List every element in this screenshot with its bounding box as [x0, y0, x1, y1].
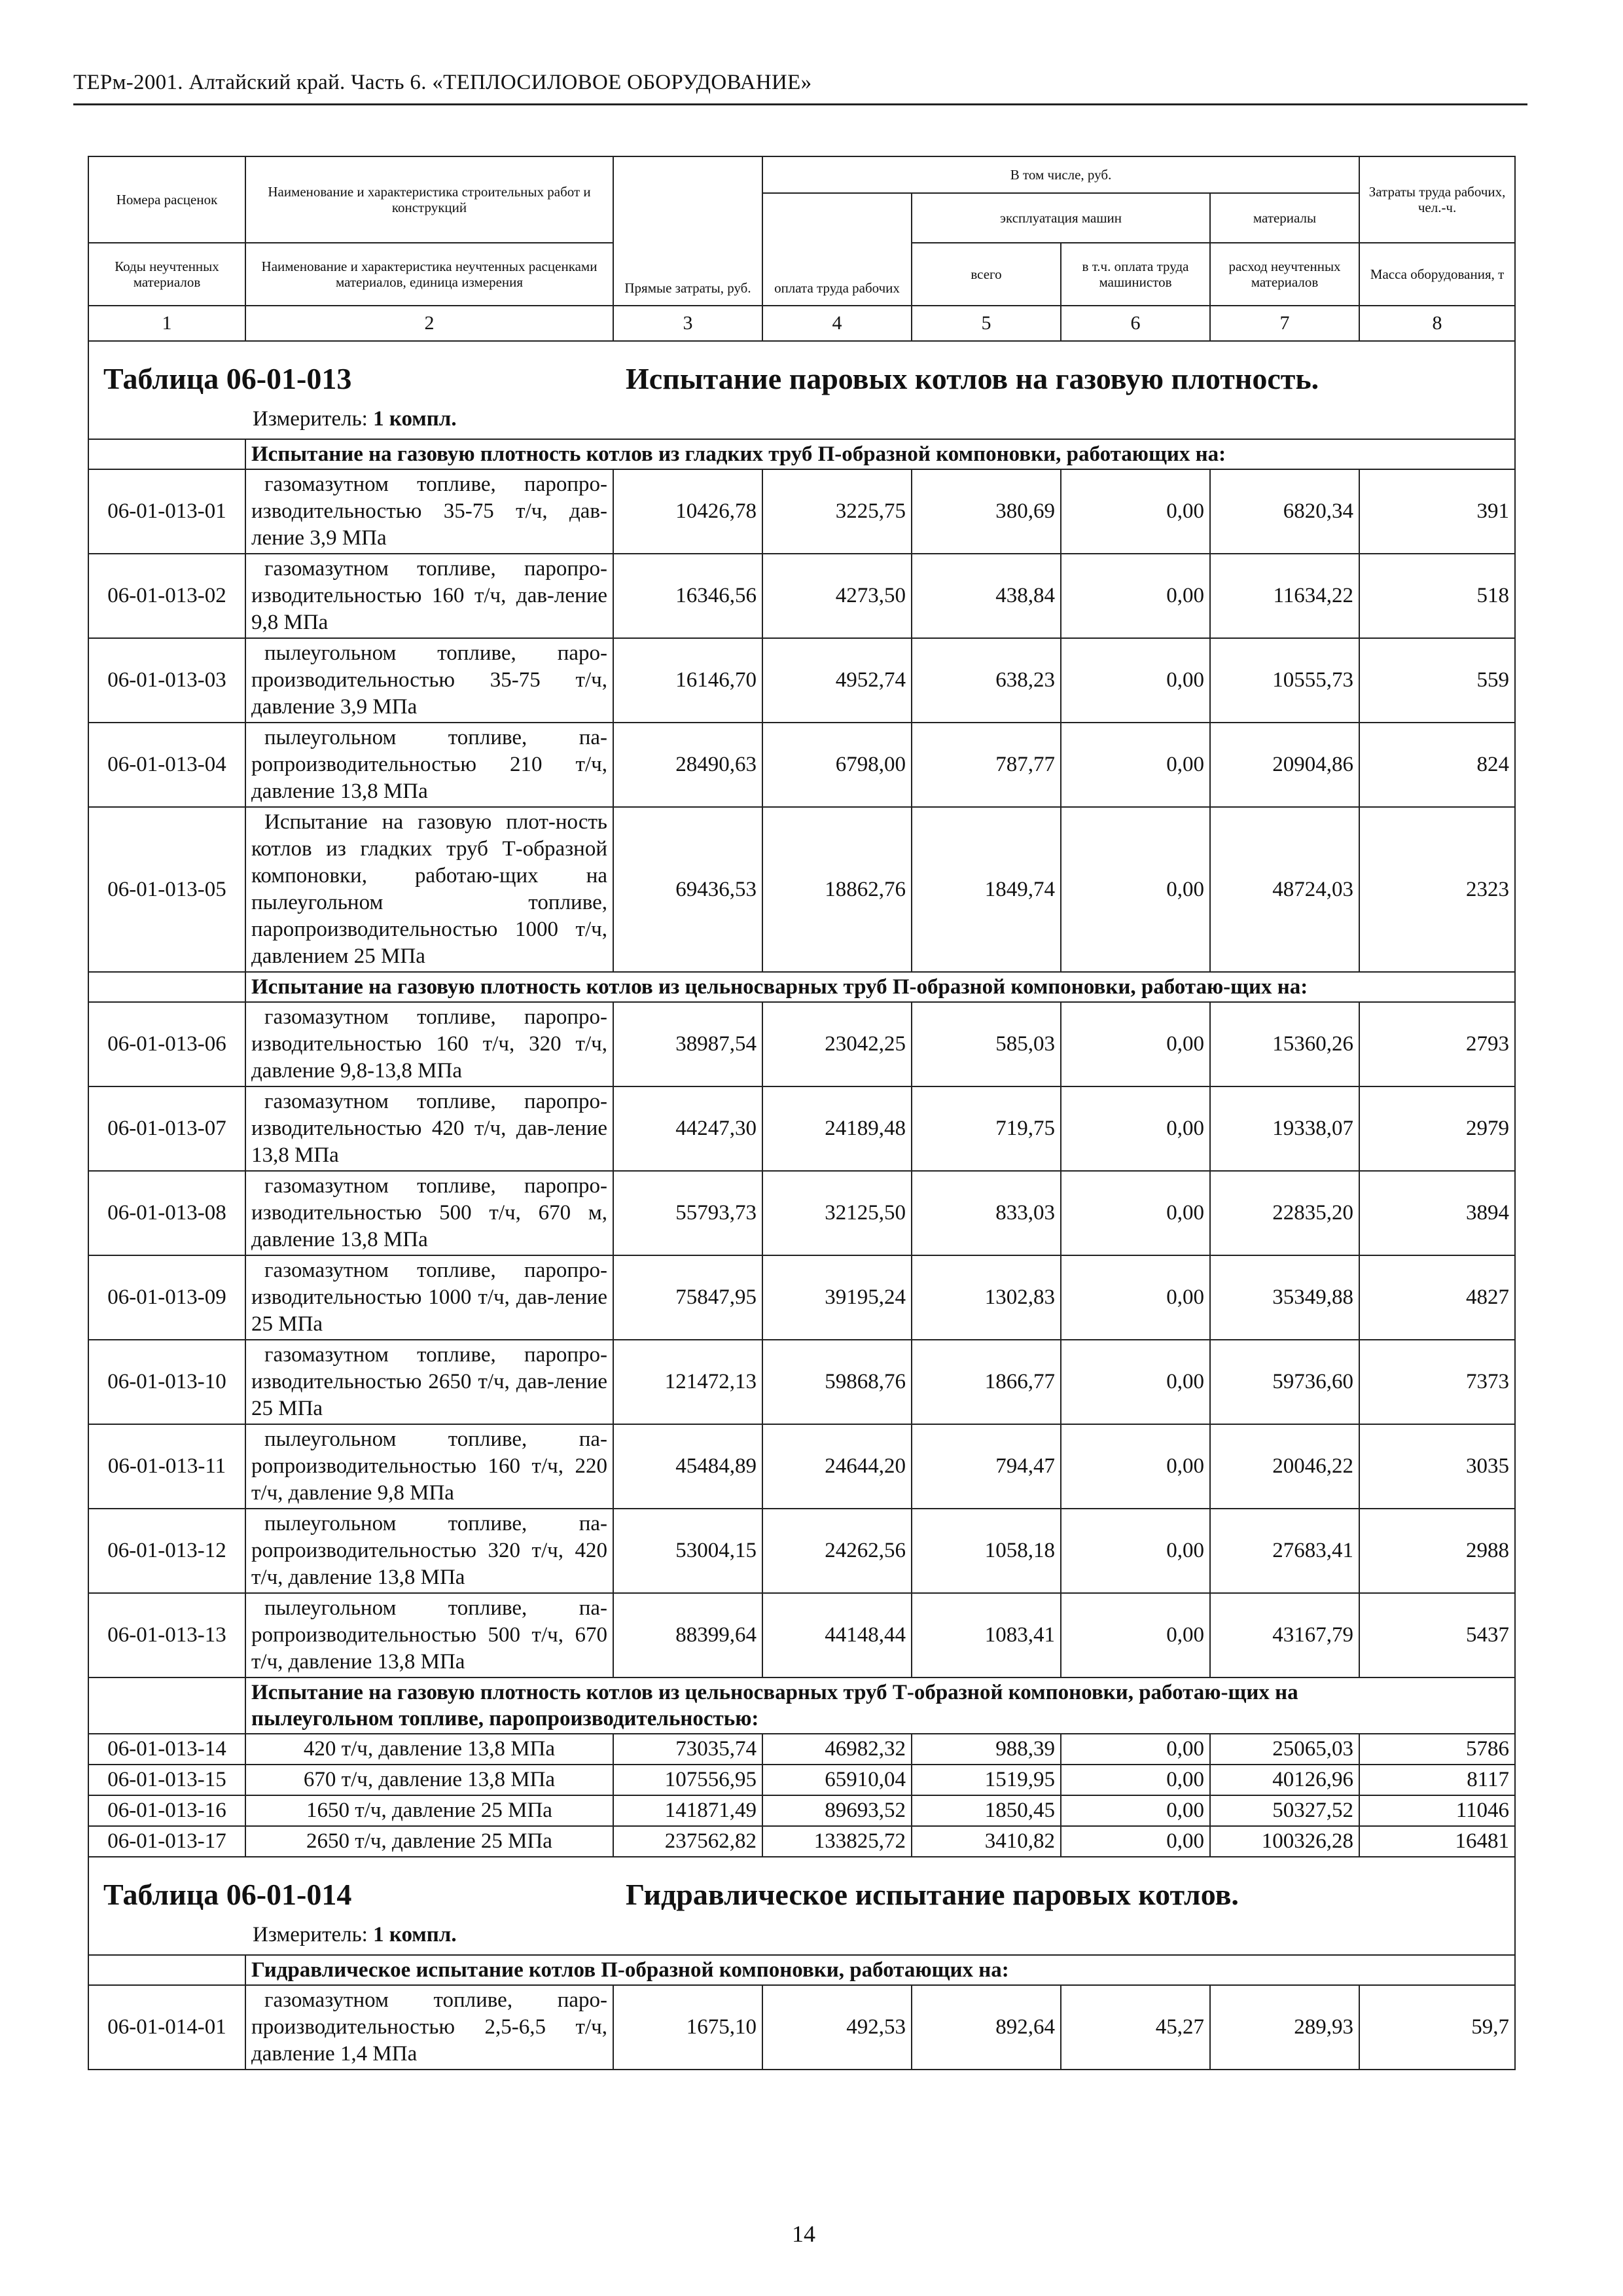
value-c4: 24262,56: [762, 1509, 912, 1593]
rate-code: 06-01-013-16: [88, 1795, 245, 1826]
value-c6: 0,00: [1061, 1826, 1210, 1857]
col-header-2b: Наименование и характеристика неучтенных расценками материалов, единица измерения: [245, 243, 613, 306]
value-c4: 6798,00: [762, 723, 912, 807]
value-c4: 65910,04: [762, 1765, 912, 1795]
value-c3: 69436,53: [613, 807, 762, 972]
col-header-materials: материалы: [1210, 193, 1359, 243]
table-number: Таблица 06-01-013: [103, 362, 352, 395]
header-rule: [73, 103, 1527, 105]
col-header-1b: Коды неучтенных материалов: [88, 243, 245, 306]
rate-description: газомазутном топливе, паропро-изводительностью 420 т/ч, дав-ление 13,8 МПа: [245, 1086, 613, 1171]
col-header-5: всего: [912, 243, 1061, 306]
col-number: 4: [762, 306, 912, 341]
rate-description: пылеугольном топливе, па-ропроизводительностью 320 т/ч, 420 т/ч, давление 13,8 МПа: [245, 1509, 613, 1593]
value-c8: 559: [1359, 638, 1515, 723]
rate-description: газомазутном топливе, паропро-изводительностью 1000 т/ч, дав-ление 25 МПа: [245, 1255, 613, 1340]
rate-code: 06-01-013-11: [88, 1424, 245, 1509]
value-c6: 0,00: [1061, 1795, 1210, 1826]
section-heading: Гидравлическое испытание котлов П-образной компоновки, работающих на:: [245, 1955, 1515, 1985]
col-header-4: оплата труда рабочих: [762, 193, 912, 306]
value-c5: 380,69: [912, 469, 1061, 554]
rate-description: Испытание на газовую плот-ность котлов из гладких труб Т-образной компоновки, работаю-щих на пылеугольном топливе, паропроизводительностью 1000 т/ч, давлением 25 МПа: [245, 807, 613, 972]
unit-value: 1 компл.: [373, 407, 457, 431]
rate-code: 06-01-013-05: [88, 807, 245, 972]
value-c5: 1302,83: [912, 1255, 1061, 1340]
value-c4: 18862,76: [762, 807, 912, 972]
value-c4: 32125,50: [762, 1171, 912, 1255]
value-c4: 39195,24: [762, 1255, 912, 1340]
value-c6: 0,00: [1061, 1593, 1210, 1677]
value-c8: 4827: [1359, 1255, 1515, 1340]
table-row: [88, 554, 1515, 638]
value-c5: 794,47: [912, 1424, 1061, 1509]
value-c7: 19338,07: [1210, 1086, 1359, 1171]
value-c3: 88399,64: [613, 1593, 762, 1677]
value-c8: 2979: [1359, 1086, 1515, 1171]
section-spacer: [88, 1955, 245, 1985]
section-spacer: [88, 1677, 245, 1734]
value-c8: 3035: [1359, 1424, 1515, 1509]
value-c5: 988,39: [912, 1734, 1061, 1765]
value-c5: 638,23: [912, 638, 1061, 723]
value-c8: 16481: [1359, 1826, 1515, 1857]
value-c7: 25065,03: [1210, 1734, 1359, 1765]
value-c6: 0,00: [1061, 1086, 1210, 1171]
rate-description: 670 т/ч, давление 13,8 МПа: [245, 1765, 613, 1795]
section-heading: Испытание на газовую плотность котлов из цельносварных труб Т-образной компоновки, работаю-щих на пылеугольном топливе, паропроизводительностью:: [245, 1677, 1515, 1734]
value-c6: 0,00: [1061, 1734, 1210, 1765]
value-c3: 1675,10: [613, 1985, 762, 2070]
col-number: 7: [1210, 306, 1359, 341]
rate-description: газомазутном топливе, паропро-изводительностью 500 т/ч, 670 м, давление 13,8 МПа: [245, 1171, 613, 1255]
value-c7: 40126,96: [1210, 1765, 1359, 1795]
value-c4: 23042,25: [762, 1002, 912, 1086]
col-header-6: в т.ч. оплата труда машинистов: [1061, 243, 1210, 306]
section-row: [88, 1955, 1515, 1985]
value-c6: 0,00: [1061, 1509, 1210, 1593]
value-c4: 4273,50: [762, 554, 912, 638]
value-c8: 391: [1359, 469, 1515, 554]
table-row: [88, 1002, 1515, 1086]
section-heading: Испытание на газовую плотность котлов из цельносварных труб П-образной компоновки, работаю-щих на:: [245, 972, 1515, 1002]
rate-description: газомазутном топливе, паропро-изводительностью 2650 т/ч, дав-ление 25 МПа: [245, 1340, 613, 1424]
rate-description: 1650 т/ч, давление 25 МПа: [245, 1795, 613, 1826]
value-c5: 1849,74: [912, 807, 1061, 972]
value-c8: 5437: [1359, 1593, 1515, 1677]
value-c6: 0,00: [1061, 1255, 1210, 1340]
value-c7: 100326,28: [1210, 1826, 1359, 1857]
table-row: [88, 1593, 1515, 1677]
rate-code: 06-01-013-08: [88, 1171, 245, 1255]
table-row: [88, 1826, 1515, 1857]
col-header-incl: В том числе, руб.: [762, 156, 1359, 193]
value-c3: 121472,13: [613, 1340, 762, 1424]
table-row: [88, 1509, 1515, 1593]
rate-description: пылеугольном топливе, па-ропроизводительностью 160 т/ч, 220 т/ч, давление 9,8 МПа: [245, 1424, 613, 1509]
table-name: Гидравлическое испытание паровых котлов.: [626, 1878, 1239, 1911]
value-c3: 38987,54: [613, 1002, 762, 1086]
section-row: [88, 439, 1515, 469]
col-number: 8: [1359, 306, 1515, 341]
value-c8: 2793: [1359, 1002, 1515, 1086]
value-c4: 59868,76: [762, 1340, 912, 1424]
col-number: 5: [912, 306, 1061, 341]
table-row: [88, 1171, 1515, 1255]
value-c6: 0,00: [1061, 469, 1210, 554]
value-c7: 59736,60: [1210, 1340, 1359, 1424]
table-unit: [253, 407, 457, 431]
value-c5: 438,84: [912, 554, 1061, 638]
col-number: 1: [88, 306, 245, 341]
rate-description: 420 т/ч, давление 13,8 МПа: [245, 1734, 613, 1765]
value-c4: 4952,74: [762, 638, 912, 723]
value-c4: 133825,72: [762, 1826, 912, 1857]
value-c8: 3894: [1359, 1171, 1515, 1255]
col-header-8a: Затраты труда рабочих, чел.-ч.: [1359, 156, 1515, 243]
value-c5: 787,77: [912, 723, 1061, 807]
rate-code: 06-01-013-09: [88, 1255, 245, 1340]
value-c5: 1850,45: [912, 1795, 1061, 1826]
value-c4: 24644,20: [762, 1424, 912, 1509]
value-c8: 2988: [1359, 1509, 1515, 1593]
page-number: 14: [792, 2221, 815, 2247]
table-unit: [253, 1923, 457, 1947]
value-c3: 75847,95: [613, 1255, 762, 1340]
value-c3: 53004,15: [613, 1509, 762, 1593]
value-c7: 50327,52: [1210, 1795, 1359, 1826]
value-c6: 0,00: [1061, 554, 1210, 638]
value-c4: 89693,52: [762, 1795, 912, 1826]
value-c6: 0,00: [1061, 1765, 1210, 1795]
value-c3: 237562,82: [613, 1826, 762, 1857]
table-row: [88, 469, 1515, 554]
table-number: Таблица 06-01-014: [103, 1878, 352, 1911]
value-c3: 16146,70: [613, 638, 762, 723]
value-c3: 16346,56: [613, 554, 762, 638]
value-c7: 15360,26: [1210, 1002, 1359, 1086]
value-c5: 1519,95: [912, 1765, 1061, 1795]
rate-code: 06-01-013-01: [88, 469, 245, 554]
value-c5: 1866,77: [912, 1340, 1061, 1424]
col-header-machines: эксплуатация машин: [912, 193, 1210, 243]
table-row: [88, 1765, 1515, 1795]
value-c8: 7373: [1359, 1340, 1515, 1424]
price-table: [88, 156, 1516, 2070]
value-c3: 45484,89: [613, 1424, 762, 1509]
value-c5: 3410,82: [912, 1826, 1061, 1857]
rate-description: газомазутном топливе, паро-производительностью 2,5-6,5 т/ч, давление 1,4 МПа: [245, 1985, 613, 2070]
table-row: [88, 1795, 1515, 1826]
section-heading: Испытание на газовую плотность котлов из гладких труб П-образной компоновки, работающих на:: [245, 439, 1515, 469]
table-row: [88, 638, 1515, 723]
col-header-3: Прямые затраты, руб.: [613, 156, 762, 306]
rate-code: 06-01-013-07: [88, 1086, 245, 1171]
rate-code: 06-01-013-10: [88, 1340, 245, 1424]
value-c3: 28490,63: [613, 723, 762, 807]
rate-code: 06-01-013-06: [88, 1002, 245, 1086]
rate-code: 06-01-013-04: [88, 723, 245, 807]
value-c4: 24189,48: [762, 1086, 912, 1171]
table-row: [88, 1424, 1515, 1509]
table-row: [88, 1255, 1515, 1340]
value-c6: 0,00: [1061, 1171, 1210, 1255]
value-c7: 289,93: [1210, 1985, 1359, 2070]
value-c7: 10555,73: [1210, 638, 1359, 723]
rate-code: 06-01-013-03: [88, 638, 245, 723]
table-row: [88, 1985, 1515, 2070]
value-c4: 44148,44: [762, 1593, 912, 1677]
rate-description: пылеугольном топливе, па-ропроизводительностью 210 т/ч, давление 13,8 МПа: [245, 723, 613, 807]
value-c5: 1058,18: [912, 1509, 1061, 1593]
value-c8: 59,7: [1359, 1985, 1515, 2070]
value-c3: 141871,49: [613, 1795, 762, 1826]
table-row: [88, 1340, 1515, 1424]
unit-value: 1 компл.: [373, 1923, 457, 1946]
rate-code: 06-01-013-12: [88, 1509, 245, 1593]
section-spacer: [88, 439, 245, 469]
col-header-7: расход неучтенных материалов: [1210, 243, 1359, 306]
rate-code: 06-01-013-15: [88, 1765, 245, 1795]
value-c3: 73035,74: [613, 1734, 762, 1765]
col-header-2a: Наименование и характеристика строительных работ и конструкций: [245, 156, 613, 243]
value-c7: 43167,79: [1210, 1593, 1359, 1677]
table-row: [88, 807, 1515, 972]
value-c5: 833,03: [912, 1171, 1061, 1255]
value-c4: 3225,75: [762, 469, 912, 554]
value-c6: 0,00: [1061, 1424, 1210, 1509]
table-row: [88, 1734, 1515, 1765]
value-c6: 0,00: [1061, 638, 1210, 723]
value-c6: 45,27: [1061, 1985, 1210, 2070]
value-c8: 5786: [1359, 1734, 1515, 1765]
unit-label: Измеритель:: [253, 407, 368, 431]
value-c3: 55793,73: [613, 1171, 762, 1255]
table-title-block: [88, 341, 1515, 439]
value-c8: 2323: [1359, 807, 1515, 972]
rate-code: 06-01-013-13: [88, 1593, 245, 1677]
col-number: 3: [613, 306, 762, 341]
unit-label: Измеритель:: [253, 1923, 368, 1946]
col-header-8b: Масса оборудования, т: [1359, 243, 1515, 306]
value-c5: 892,64: [912, 1985, 1061, 2070]
value-c6: 0,00: [1061, 723, 1210, 807]
col-number: 2: [245, 306, 613, 341]
value-c8: 824: [1359, 723, 1515, 807]
table-title-block: [88, 1857, 1515, 1955]
value-c7: 20904,86: [1210, 723, 1359, 807]
value-c7: 20046,22: [1210, 1424, 1359, 1509]
rate-code: 06-01-014-01: [88, 1985, 245, 2070]
rate-code: 06-01-013-02: [88, 554, 245, 638]
table-row: [88, 1086, 1515, 1171]
value-c7: 6820,34: [1210, 469, 1359, 554]
value-c6: 0,00: [1061, 807, 1210, 972]
value-c5: 1083,41: [912, 1593, 1061, 1677]
rate-description: газомазутном топливе, паропро-изводительностью 160 т/ч, 320 т/ч, давление 9,8-13,8 МПа: [245, 1002, 613, 1086]
rate-description: газомазутном топливе, паропро-изводительностью 35-75 т/ч, дав-ление 3,9 МПа: [245, 469, 613, 554]
value-c6: 0,00: [1061, 1340, 1210, 1424]
value-c3: 10426,78: [613, 469, 762, 554]
col-header-1a: Номера расценок: [88, 156, 245, 243]
running-header: ТЕРм-2001. Алтайский край. Часть 6. «ТЕПЛОСИЛОВОЕ ОБОРУДОВАНИЕ»: [73, 71, 812, 94]
table-row: [88, 723, 1515, 807]
value-c7: 48724,03: [1210, 807, 1359, 972]
rate-description: пылеугольном топливе, паро-производительностью 35-75 т/ч, давление 3,9 МПа: [245, 638, 613, 723]
value-c5: 585,03: [912, 1002, 1061, 1086]
value-c3: 44247,30: [613, 1086, 762, 1171]
value-c6: 0,00: [1061, 1002, 1210, 1086]
value-c8: 11046: [1359, 1795, 1515, 1826]
table-name: Испытание паровых котлов на газовую плотность.: [626, 362, 1319, 395]
section-spacer: [88, 972, 245, 1002]
section-row: [88, 972, 1515, 1002]
value-c8: 518: [1359, 554, 1515, 638]
col-number: 6: [1061, 306, 1210, 341]
rate-code: 06-01-013-17: [88, 1826, 245, 1857]
rate-description: газомазутном топливе, паропро-изводительностью 160 т/ч, дав-ление 9,8 МПа: [245, 554, 613, 638]
value-c3: 107556,95: [613, 1765, 762, 1795]
value-c4: 46982,32: [762, 1734, 912, 1765]
rate-description: пылеугольном топливе, па-ропроизводительностью 500 т/ч, 670 т/ч, давление 13,8 МПа: [245, 1593, 613, 1677]
value-c5: 719,75: [912, 1086, 1061, 1171]
value-c4: 492,53: [762, 1985, 912, 2070]
rate-description: 2650 т/ч, давление 25 МПа: [245, 1826, 613, 1857]
value-c7: 27683,41: [1210, 1509, 1359, 1593]
rate-code: 06-01-013-14: [88, 1734, 245, 1765]
value-c7: 35349,88: [1210, 1255, 1359, 1340]
value-c7: 22835,20: [1210, 1171, 1359, 1255]
section-row: [88, 1677, 1515, 1734]
value-c8: 8117: [1359, 1765, 1515, 1795]
value-c7: 11634,22: [1210, 554, 1359, 638]
